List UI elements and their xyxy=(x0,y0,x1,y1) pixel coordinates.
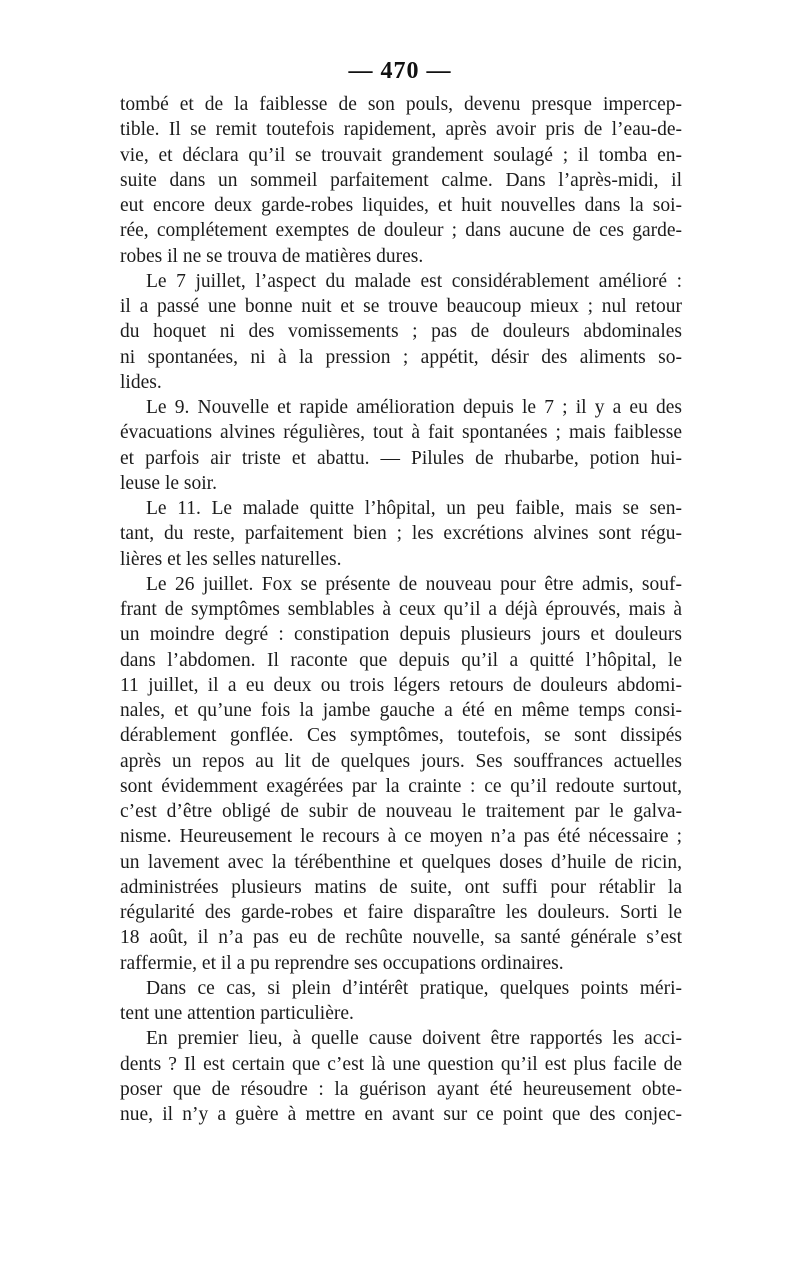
text-line: Le 11. Le malade quitte l’hôpital, un peu faible, mais se sen- xyxy=(146,498,682,519)
text-line: un lavement avec la térébenthine et quelques doses d’huile de ricin, xyxy=(120,851,682,873)
text-line: évacuations alvines régulières, tout à fait spontanées ; mais faiblesse xyxy=(120,422,682,444)
text-line: après un repos au lit de quelques jours. Ses souffrances actuelles xyxy=(120,750,682,772)
body-text xyxy=(120,92,682,1127)
text-line: c’est d’être obligé de subir de nouveau le traitement par le galva- xyxy=(120,801,682,822)
text-line: suite dans un sommeil parfaitement calme. Dans l’après-midi, il xyxy=(120,169,682,191)
text-line: dans l’abdomen. Il raconte que depuis qu’il a quitté l’hôpital, le xyxy=(120,649,682,671)
text-line: rée, complétement exemptes de douleur ; dans aucune de ces garde- xyxy=(120,220,682,242)
text-line: Dans ce cas, si plein d’intérêt pratique, quelques points méri- xyxy=(146,977,682,999)
text-line: et parfois air triste et abattu. — Pilules de rhubarbe, potion hui- xyxy=(120,447,682,469)
text-line: robes il ne se trouva de matières dures. xyxy=(120,245,424,267)
text-line: tombé et de la faiblesse de son pouls, devenu presque impercep- xyxy=(120,94,682,115)
text-line: dents ? Il est certain que c’est là une question qu’il est plus facile de xyxy=(120,1053,682,1075)
text-line: 11 juillet, il a eu deux ou trois légers retours de douleurs abdomi- xyxy=(120,674,682,696)
text-line: poser que de résoudre : la guérison ayant été heureusement obte- xyxy=(120,1078,682,1100)
text-line: eut encore deux garde-robes liquides, et huit nouvelles dans la soi- xyxy=(120,195,682,216)
page-number: — 470 — xyxy=(348,58,452,84)
text-line: il a passé une bonne nuit et se trouve beaucoup mieux ; nul retour xyxy=(120,296,682,317)
text-line: ni spontanées, ni à la pression ; appétit, désir des aliments so- xyxy=(120,346,682,368)
text-line: Le 26 juillet. Fox se présente de nouveau pour être admis, souf- xyxy=(146,573,682,595)
text-line: tible. Il se remit toutefois rapidement, après avoir pris de l’eau-de- xyxy=(120,119,682,141)
text-line: Le 9. Nouvelle et rapide amélioration depuis le 7 ; il y a eu des xyxy=(146,397,682,418)
text-line: tent une attention particulière. xyxy=(120,1003,354,1024)
text-line: régularité des garde-robes et faire disparaître les douleurs. Sorti le xyxy=(120,902,682,923)
text-line: nisme. Heureusement le recours à ce moyen n’a pas été nécessaire ; xyxy=(120,826,682,848)
text-line: raffermie, et il a pu reprendre ses occupations ordinaires. xyxy=(120,952,564,974)
text-line: lides. xyxy=(120,371,162,393)
text-line: nales, et qu’une fois la jambe gauche a été en même temps consi- xyxy=(120,700,682,721)
text-line: vie, et déclara qu’il se trouvait grandement soulagé ; il tomba en- xyxy=(120,144,682,166)
text-line: nue, il n’y a guère à mettre en avant sur ce point que des conjec- xyxy=(120,1104,682,1125)
text-line: Le 7 juillet, l’aspect du malade est considérablement amélioré : xyxy=(146,270,682,292)
text-line: leuse le soir. xyxy=(120,472,217,494)
text-line: dérablement gonflée. Ces symptômes, toutefois, se sont dissipés xyxy=(120,725,682,747)
text-line: du hoquet ni des vomissements ; pas de douleurs abdominales xyxy=(120,321,682,343)
text-line: frant de symptômes semblables à ceux qu’il a déjà éprouvés, mais à xyxy=(120,599,682,620)
text-line: administrées plusieurs matins de suite, ont suffi pour rétablir la xyxy=(120,876,682,898)
text-line: lières et les selles naturelles. xyxy=(120,548,342,570)
text-line: sont évidemment exagérées par la crainte : ce qu’il redoute surtout, xyxy=(120,775,682,797)
text-line: 18 août, il n’a pas eu de rechûte nouvelle, sa santé générale s’est xyxy=(120,927,682,949)
text-line: un moindre degré : constipation depuis plusieurs jours et douleurs xyxy=(120,624,682,646)
text-line: En premier lieu, à quelle cause doivent être rapportés les acci- xyxy=(146,1028,682,1050)
text-line: tant, du reste, parfaitement bien ; les excrétions alvines sont régu- xyxy=(120,523,682,545)
